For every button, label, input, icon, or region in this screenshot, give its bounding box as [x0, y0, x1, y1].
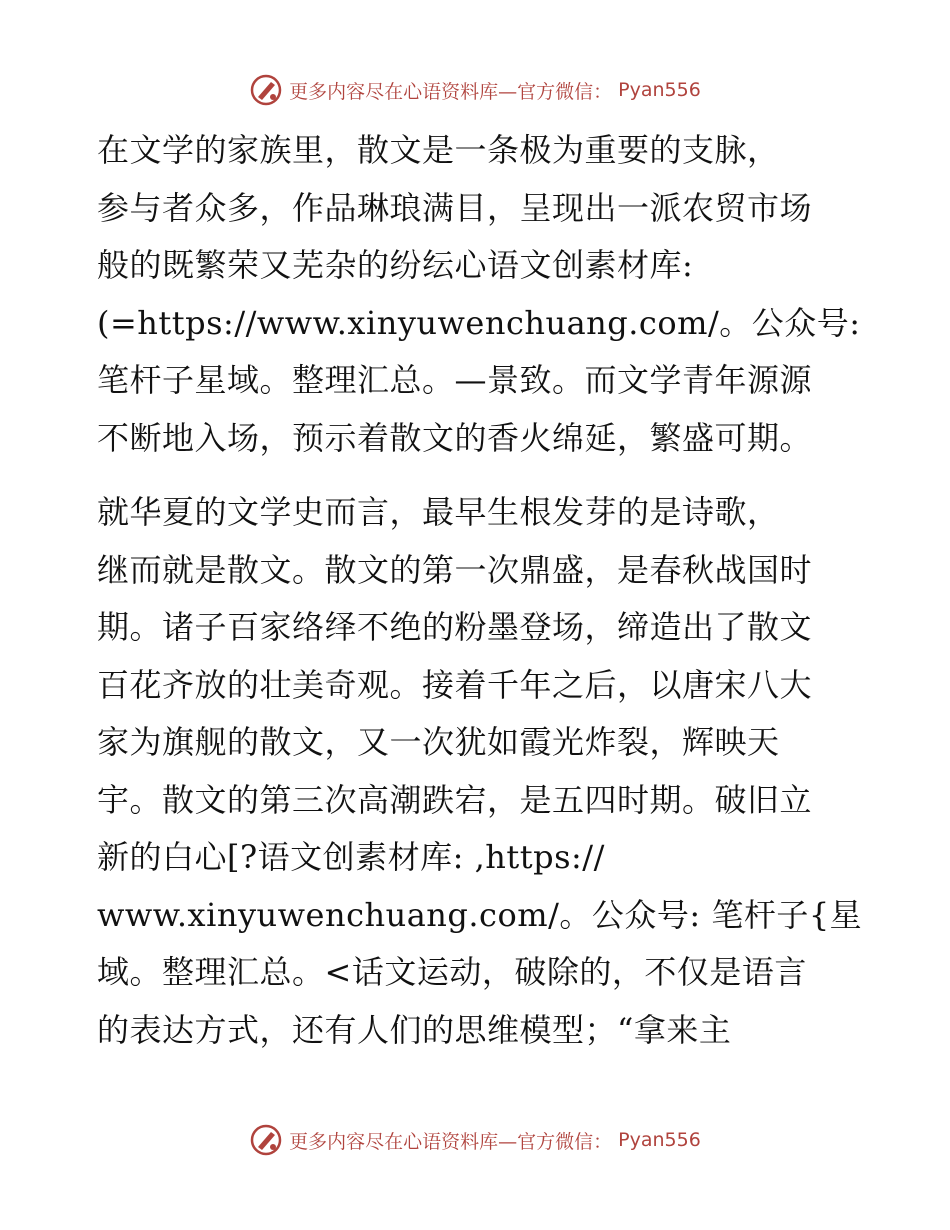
text-line: 般的既繁荣又芜杂的纷纭心语文创素材库:: [97, 246, 694, 284]
text-line: 宇。散文的第三次高潮跌宕，是五四时期。破旧立: [97, 780, 813, 819]
text-line: 的表达方式，还有人们的思维模型；“拿来主: [97, 1010, 732, 1049]
footer-wechat-id: Pyan556: [618, 1129, 701, 1151]
text-line: 在文学的家族里，散文是一条极为重要的支脉，: [97, 131, 780, 169]
header-slogan: 更多内容尽在心语资料库—官方微信：: [289, 80, 613, 103]
brand-logo-icon: [249, 1123, 283, 1157]
text-line: www.xinyuwenchuang.com/。公众号: 笔杆子{星: [97, 895, 863, 934]
text-line: 就华夏的文学史而言，最早生根发芽的是诗歌，: [97, 493, 780, 531]
text-line: 不断地入场，预示着散文的香火绵延，繁盛可期。: [97, 418, 813, 457]
text-line: 新的白心[?语文创素材库: ,https://: [97, 838, 605, 876]
text-line: 笔杆子星域。整理汇总。—景致。而文学青年源源: [97, 361, 813, 399]
header-wechat-id: Pyan556: [618, 79, 701, 101]
footer-slogan: 更多内容尽在心语资料库—官方微信：: [289, 1130, 613, 1153]
text-line: 域。整理汇总。<话文运动，破除的，不仅是语言: [97, 953, 807, 991]
text-line: (=https://www.xinyuwenchuang.com/。公众号:: [97, 303, 861, 342]
text-line: 参与者众多，作品琳琅满目，呈现出一派农贸市场: [97, 188, 813, 227]
text-line: 家为旗舰的散文，又一次犹如霞光炸裂，辉映天: [97, 723, 780, 761]
brand-logo-icon: [249, 73, 283, 107]
text-line: 继而就是散文。散文的第一次鼎盛，是春秋战国时: [97, 550, 813, 589]
paragraph-2: [97, 484, 863, 1059]
text-line: 百花齐放的壮美奇观。接着千年之后，以唐宋八大: [97, 665, 813, 704]
text-line: 期。诸子百家络绎不绝的粉墨登场，缔造出了散文: [97, 608, 813, 646]
page-header: [0, 70, 950, 110]
paragraph-1: [97, 122, 861, 467]
article-body: [97, 122, 863, 1059]
page-footer: [0, 1120, 950, 1160]
